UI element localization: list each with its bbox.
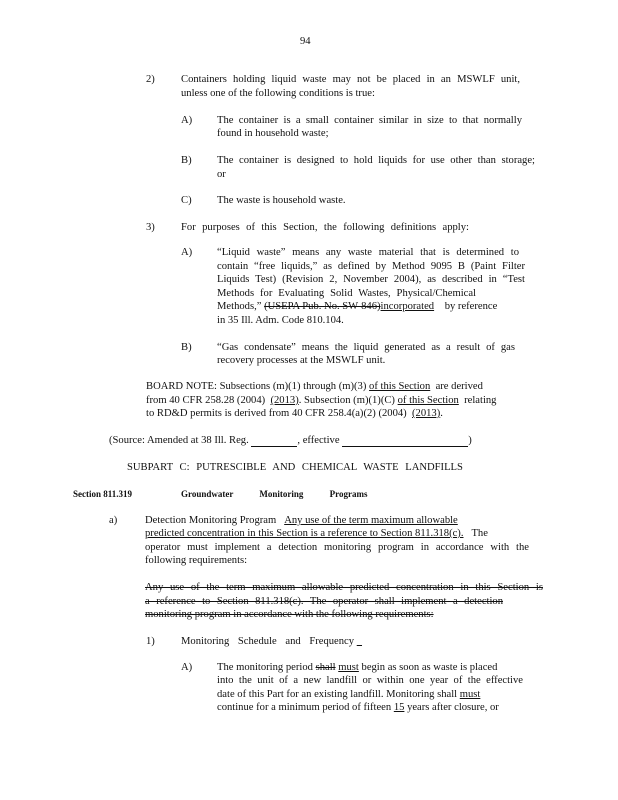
text-run: continue for a minimum period of fifteen	[217, 702, 392, 713]
text-run: date of this Part for an existing landfill. Monitoring shall	[217, 689, 458, 700]
inserted-marker	[357, 636, 362, 647]
inserted-text: (2013)	[270, 395, 299, 406]
subpart-heading: SUBPART C: PUTRESCIBLE AND CHEMICAL WASTE LANDFILLS	[127, 462, 463, 473]
paragraph-line: found in household waste;	[217, 128, 329, 139]
paragraph-line	[145, 527, 488, 540]
paragraph-line: The waste is household waste.	[217, 195, 346, 206]
paragraph-line: For purposes of this Section, the following definitions apply:	[181, 222, 469, 233]
inserted-text: of this Section	[397, 395, 459, 406]
paragraph-line	[217, 300, 497, 313]
paragraph-line: The container is a small container similar in size to that normally	[217, 115, 522, 126]
inserted-text: (2013)	[412, 408, 441, 419]
board-note-line	[146, 394, 496, 407]
item-label: C)	[181, 195, 192, 206]
text-run: Detection Monitoring Program	[145, 515, 277, 526]
board-note-line	[146, 380, 483, 393]
text-run: relating	[464, 395, 497, 406]
text-run: , effective	[297, 435, 340, 446]
text-run: years after closure, or	[407, 702, 499, 713]
paragraph-line	[145, 514, 458, 527]
text-run: The monitoring period	[217, 662, 313, 673]
deleted-text: (USEPA Pub. No. SW-846)	[264, 301, 381, 312]
text-run: )	[468, 435, 472, 446]
paragraph-line: in 35 Ill. Adm. Code 810.104.	[217, 315, 344, 326]
paragraph-line	[217, 661, 497, 674]
inserted-text: 15	[393, 702, 405, 713]
text-run: .	[440, 408, 443, 419]
text-run: begin as soon as waste is placed	[361, 662, 498, 673]
paragraph-line: The container is designed to hold liquids for use other than storage;	[217, 155, 535, 166]
blank-field	[342, 435, 468, 447]
source-line	[109, 434, 472, 447]
paragraph-line: recovery processes at the MSWLF unit.	[217, 355, 386, 366]
inserted-text: predicted concentration in this Section is a reference to Section 811.318(c).	[145, 528, 464, 539]
paragraph-line: Liquids Test) (Revision 2, November 2004), as described in “Test	[217, 274, 525, 285]
board-note-line	[146, 407, 443, 420]
text-run: . Subsection (m)(1)(C)	[298, 395, 395, 406]
text-run: BOARD NOTE: Subsections (m)(1) through (m)(3)	[146, 381, 367, 392]
inserted-text: must	[459, 689, 481, 700]
paragraph-line: “Liquid waste” means any waste material that is determined to	[217, 247, 519, 258]
item-label: A)	[181, 115, 193, 126]
blank-field	[251, 435, 297, 447]
text-run: Methods,”	[217, 301, 262, 312]
text-run: from 40 CFR 258.28 (2004)	[146, 395, 266, 406]
page-number: 94	[300, 36, 311, 47]
paragraph-line: unless one of the following conditions is true:	[181, 88, 375, 99]
deleted-text: shall	[315, 662, 336, 673]
paragraph-line	[217, 701, 499, 714]
inserted-text: incorporated	[380, 301, 435, 312]
paragraph-line: Containers holding liquid waste may not be placed in an MSWLF unit,	[181, 74, 520, 85]
text-run: by reference	[444, 301, 498, 312]
item-label: A)	[181, 247, 193, 258]
paragraph-line: contain “free liquids,” as defined by Method 9095 B (Paint Filter	[217, 261, 525, 272]
subsection-title: Monitoring Schedule and Frequency	[181, 636, 355, 647]
paragraph-line: following requirements:	[145, 555, 248, 566]
deleted-paragraph-line: monitoring program in accordance with the following requirements:	[145, 609, 434, 620]
item-label: A)	[181, 662, 193, 673]
deleted-paragraph-line: Any use of the term maximum allowable predicted concentration in this Section is	[145, 582, 543, 593]
paragraph-line	[217, 688, 480, 701]
paragraph-line: “Gas condensate” means the liquid generated as a result of gas	[217, 342, 515, 353]
item-label: a)	[109, 515, 118, 526]
deleted-paragraph-line: a reference to Section 811.318(c). The operator shall implement a detection	[145, 596, 503, 607]
text-run: (Source: Amended at 38 Ill. Reg.	[109, 435, 249, 446]
text-run: are derived	[435, 381, 483, 392]
section-title: Groundwater Monitoring Programs	[181, 489, 368, 499]
text-run: to RD&D permits is derived from 40 CFR 258.4(a)(2) (2004)	[146, 408, 407, 419]
paragraph-line: into the unit of a new landfill or within one year of the effective	[217, 675, 523, 686]
paragraph-line: operator must implement a detection monitoring program in accordance with the	[145, 542, 529, 553]
text-run: The	[471, 528, 488, 539]
paragraph-line	[181, 635, 362, 648]
item-label: B)	[181, 155, 192, 166]
inserted-text: of this Section	[369, 381, 431, 392]
item-number: 3)	[146, 222, 155, 233]
inserted-text: Any use of the term maximum allowable	[284, 515, 458, 526]
item-number: 2)	[146, 74, 155, 85]
paragraph-line: or	[217, 169, 226, 180]
paragraph-line: Methods for Evaluating Solid Wastes, Physical/Chemical	[217, 288, 476, 299]
inserted-text: must	[338, 662, 359, 673]
section-label: Section 811.319	[73, 489, 133, 499]
item-number: 1)	[146, 636, 155, 647]
item-label: B)	[181, 342, 192, 353]
